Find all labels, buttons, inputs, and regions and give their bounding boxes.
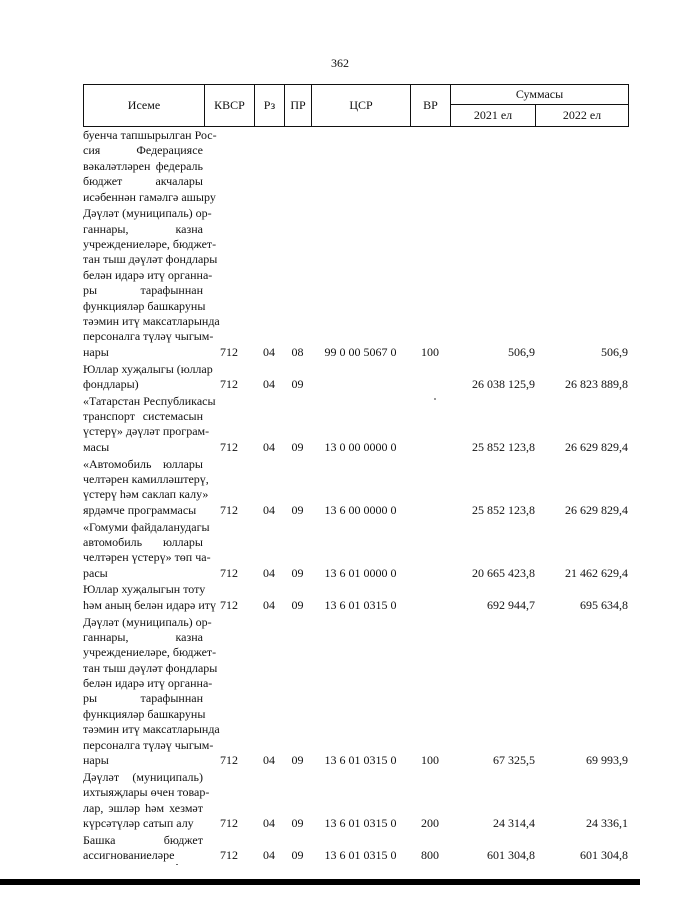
cell-sum-2022: 26 629 829,4 (565, 502, 628, 517)
header-sums: Суммасы (451, 85, 629, 105)
header-year-2022: 2022 ел (536, 105, 629, 127)
row-name-line: вәкаләтләрен федераль (83, 158, 203, 173)
cell-rz: 04 (263, 502, 275, 517)
cell-sum-2021: 24 314,4 (493, 815, 535, 830)
cell-pr: 09 (291, 565, 304, 580)
row-name-line: буенча тапшырылган Рос- (83, 128, 217, 142)
table-row (83, 520, 629, 582)
row-name-line: учреждениеләре, бюджет- (83, 237, 217, 252)
cell-sum-2022: 21 462 629,4 (565, 565, 628, 580)
row-name-line: функцияләр башкаруны (83, 298, 206, 313)
table-row (83, 362, 629, 393)
cell-sum-2021: 692 944,7 (487, 597, 535, 612)
row-name-line: сия Федерациясе (83, 143, 203, 158)
cell-kvsr: 712 (220, 565, 238, 580)
cell-sum-2021: 20 665 423,8 (472, 565, 535, 580)
cell-pr: 08 (291, 344, 304, 359)
row-name-line: челтәрен үстерү» төп ча- (83, 550, 211, 565)
row-name-line: Башка бюджет (83, 832, 203, 847)
row-name-line: нары (83, 344, 109, 359)
cell-kvsr: 712 (220, 344, 238, 359)
row-name (83, 361, 213, 393)
cell-vr: 200 (421, 815, 439, 830)
table-row (83, 394, 629, 456)
table-row (83, 770, 629, 832)
cell-sum-2022: 26 629 829,4 (565, 439, 628, 454)
row-name-line: челтәрен камилләштерү, (83, 471, 209, 486)
row-name-line: ганнары, казна (83, 221, 203, 236)
header-kvsr: КВСР (205, 85, 255, 127)
row-name-line: белән идарә итү органна- (83, 676, 213, 691)
header-year-2021: 2021 ел (451, 105, 536, 127)
row-name (83, 128, 217, 205)
row-name-line: персоналга түләү чыгым- (83, 737, 214, 752)
cell-sum-2021: 601 304,8 (487, 848, 535, 863)
row-name-line: «Автомобиль юллары (83, 456, 203, 471)
table-row (83, 833, 629, 864)
cell-kvsr: 712 (220, 376, 238, 391)
row-name-line: «Гомуми файдаланудагы (83, 519, 210, 534)
row-name (83, 456, 209, 519)
cell-rz: 04 (263, 815, 275, 830)
row-name-line: бюджет акчалары (83, 174, 203, 189)
row-name-line: Дәүләт (муниципаль) ор- (83, 614, 212, 629)
cell-kvsr: 712 (220, 753, 238, 768)
cell-pr: 09 (291, 439, 304, 454)
header-rz: Рз (255, 85, 285, 127)
cell-pr: 09 (291, 597, 304, 612)
table-row (83, 582, 629, 613)
row-name-line: функцияләр башкаруны (83, 706, 206, 721)
row-name-line: автомобиль юллары (83, 534, 203, 549)
cell-rz: 04 (263, 344, 275, 359)
scan-dot (434, 398, 436, 400)
cell-kvsr: 712 (220, 597, 238, 612)
cell-pr: 09 (291, 848, 304, 863)
cell-sum-2021: 25 852 123,8 (472, 439, 535, 454)
cell-pr: 09 (291, 376, 304, 391)
row-name-line: ярдәмче программасы (83, 502, 197, 517)
row-name-line: учреждениеләре, бюджет- (83, 645, 217, 660)
row-name-line: нары (83, 753, 109, 768)
row-name-line: тан тыш дәүләт фондлары (83, 252, 218, 267)
row-name-line: фондлары) (83, 376, 139, 391)
row-name-line: исәбеннән гамәлгә ашыру (83, 189, 216, 204)
cell-csr: 13 0 00 0000 0 (324, 439, 397, 454)
cell-pr: 09 (291, 815, 304, 830)
row-name (83, 614, 220, 769)
row-name-line: ры тарафыннан (83, 283, 203, 298)
cell-rz: 04 (263, 565, 275, 580)
row-name-line: тәэмин итү максатларында (83, 722, 220, 737)
header-vr: ВР (411, 85, 451, 127)
table-row (83, 457, 629, 519)
row-name-line: күрсәтүләр сатып алу (83, 815, 194, 830)
cell-csr: 13 6 01 0315 0 (324, 848, 397, 863)
row-name-line: «Татарстан Республикасы (83, 393, 216, 408)
row-name-line: Дәүләт (муниципаль) ор- (83, 206, 212, 221)
cell-kvsr: 712 (220, 439, 238, 454)
cell-sum-2021: 25 852 123,8 (472, 502, 535, 517)
cell-sum-2022: 601 304,8 (580, 848, 628, 863)
table-row (83, 128, 629, 205)
scan-mark (176, 864, 178, 865)
scan-bottom-border (0, 879, 640, 885)
cell-sum-2021: 67 325,5 (493, 753, 535, 768)
row-name-line: ганнары, казна (83, 629, 203, 644)
cell-sum-2022: 695 634,8 (580, 597, 628, 612)
cell-vr: 100 (421, 753, 439, 768)
cell-kvsr: 712 (220, 502, 238, 517)
cell-sum-2021: 26 038 125,9 (472, 376, 535, 391)
cell-pr: 09 (291, 753, 304, 768)
header-pr: ПР (285, 85, 312, 127)
table-header (83, 84, 629, 127)
row-name-line: ассигнованиеләре (83, 848, 175, 863)
row-name-line: персоналга түләү чыгым- (83, 329, 214, 344)
cell-csr: 13 6 01 0315 0 (324, 815, 397, 830)
row-name (83, 519, 211, 582)
cell-vr: 100 (421, 344, 439, 359)
row-name-line: Юллар хуҗалыгын тоту (83, 582, 206, 597)
row-name-line: һәм аның белән идарә итү (83, 597, 217, 612)
cell-rz: 04 (263, 848, 275, 863)
row-name-line: ихтыяҗлары өчен товар- (83, 785, 210, 800)
header-name: Исеме (84, 85, 205, 127)
cell-rz: 04 (263, 753, 275, 768)
row-name (83, 769, 210, 832)
cell-rz: 04 (263, 597, 275, 612)
cell-sum-2021: 506,9 (508, 344, 535, 359)
row-name-line: масы (83, 439, 110, 454)
row-name-line: тан тыш дәүләт фондлары (83, 660, 218, 675)
row-name (83, 833, 203, 864)
cell-csr: 13 6 01 0315 0 (324, 753, 397, 768)
row-name-line: белән идарә итү органна- (83, 267, 213, 282)
cell-sum-2022: 506,9 (601, 344, 628, 359)
table-row (83, 615, 629, 769)
row-name-line: үстерү» дәүләт програм- (83, 424, 210, 439)
cell-sum-2022: 24 336,1 (586, 815, 628, 830)
row-name-line: Юллар хуҗалыгы (юллар (83, 361, 213, 376)
row-name-line: расы (83, 565, 108, 580)
cell-rz: 04 (263, 376, 275, 391)
row-name-line: Дәүләт (муниципаль) (83, 769, 203, 784)
cell-sum-2022: 69 993,9 (586, 753, 628, 768)
cell-sum-2022: 26 823 889,8 (565, 376, 628, 391)
row-name-line: транспорт системасын (83, 409, 203, 424)
cell-csr: 99 0 00 5067 0 (324, 344, 397, 359)
row-name-line: лар, эшләр һәм хезмәт (83, 800, 203, 815)
row-name-line: үстерү һәм саклап калу» (83, 487, 209, 502)
cell-pr: 09 (291, 502, 304, 517)
row-name (83, 393, 216, 456)
table-row (83, 206, 629, 360)
row-name-line: тәэмин итү максатларында (83, 314, 220, 329)
cell-rz: 04 (263, 439, 275, 454)
row-name (83, 582, 217, 613)
cell-csr: 13 6 01 0000 0 (324, 565, 397, 580)
cell-kvsr: 712 (220, 848, 238, 863)
header-csr: ЦСР (312, 85, 411, 127)
cell-kvsr: 712 (220, 815, 238, 830)
row-name (83, 206, 220, 360)
cell-csr: 13 6 00 0000 0 (324, 502, 397, 517)
row-name-line: ры тарафыннан (83, 691, 203, 706)
cell-csr: 13 6 01 0315 0 (324, 597, 397, 612)
cell-vr: 800 (421, 848, 439, 863)
page-number: 362 (331, 56, 349, 70)
